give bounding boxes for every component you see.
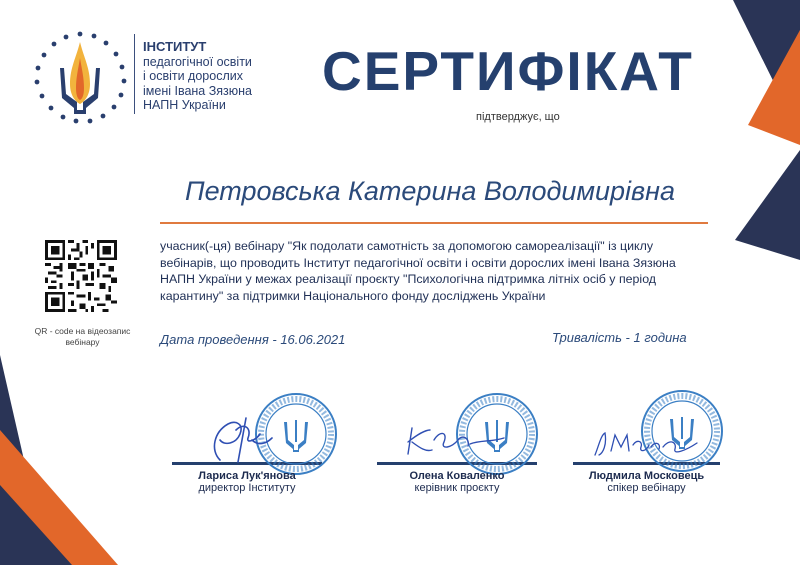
institute-line-4: імені Івана Зязюна <box>143 83 253 98</box>
certificate-subtitle: підтверджує, що <box>476 111 560 123</box>
event-date: Дата проведення - 16.06.2021 <box>160 332 346 347</box>
signatory-1 <box>172 470 322 494</box>
signatory-1-role: директор Інституту <box>198 482 296 494</box>
signature-2 <box>400 420 510 460</box>
signatory-3-name: Людмила Московець <box>588 470 705 482</box>
trident-icon <box>284 420 308 452</box>
certificate-body-text: учасник(-ця) вебінару "Як подолати самотність за допомогою самореалізації" із циклу вебінарів, що проводить Інститут педагогічної освіти і освіти дорослих імені Івана Зязюна НАПН України у межах реалізації проєкту "Психологічна підтримка літніх осіб у період карантину" за підтримки Національного фонду досліджень України <box>160 239 676 303</box>
event-duration: Тривалість - 1 година <box>552 330 687 345</box>
institute-line-3: і освіти дорослих <box>143 69 243 83</box>
logo-divider <box>134 34 135 114</box>
top-right-navy-wedge <box>735 150 800 260</box>
signatory-2-role: керівник проєкту <box>414 482 500 494</box>
institute-logo <box>30 28 130 128</box>
signature-3 <box>585 425 705 461</box>
signatory-2-name: Олена Коваленко <box>409 470 505 482</box>
institute-name <box>143 40 333 113</box>
signatory-3-role: спікер вебінару <box>607 482 686 494</box>
qr-code[interactable] <box>45 240 117 312</box>
qr-caption: QR - code на відеозапис вебінару <box>34 326 131 347</box>
signatory-2 <box>377 470 537 494</box>
recipient-underline <box>160 222 708 224</box>
institute-line-2: педагогічної освіти <box>143 54 252 69</box>
signatory-1-name: Лариса Лук'янова <box>198 470 296 482</box>
institute-line-1: ІНСТИТУТ <box>143 39 207 54</box>
certificate-title: СЕРТИФІКАТ <box>322 40 694 102</box>
institute-line-5: НАПН України <box>143 98 226 112</box>
signature-1 <box>200 410 280 470</box>
signatory-3 <box>573 470 720 494</box>
recipient-name: Петровська Катерина Володимирівна <box>185 176 675 206</box>
